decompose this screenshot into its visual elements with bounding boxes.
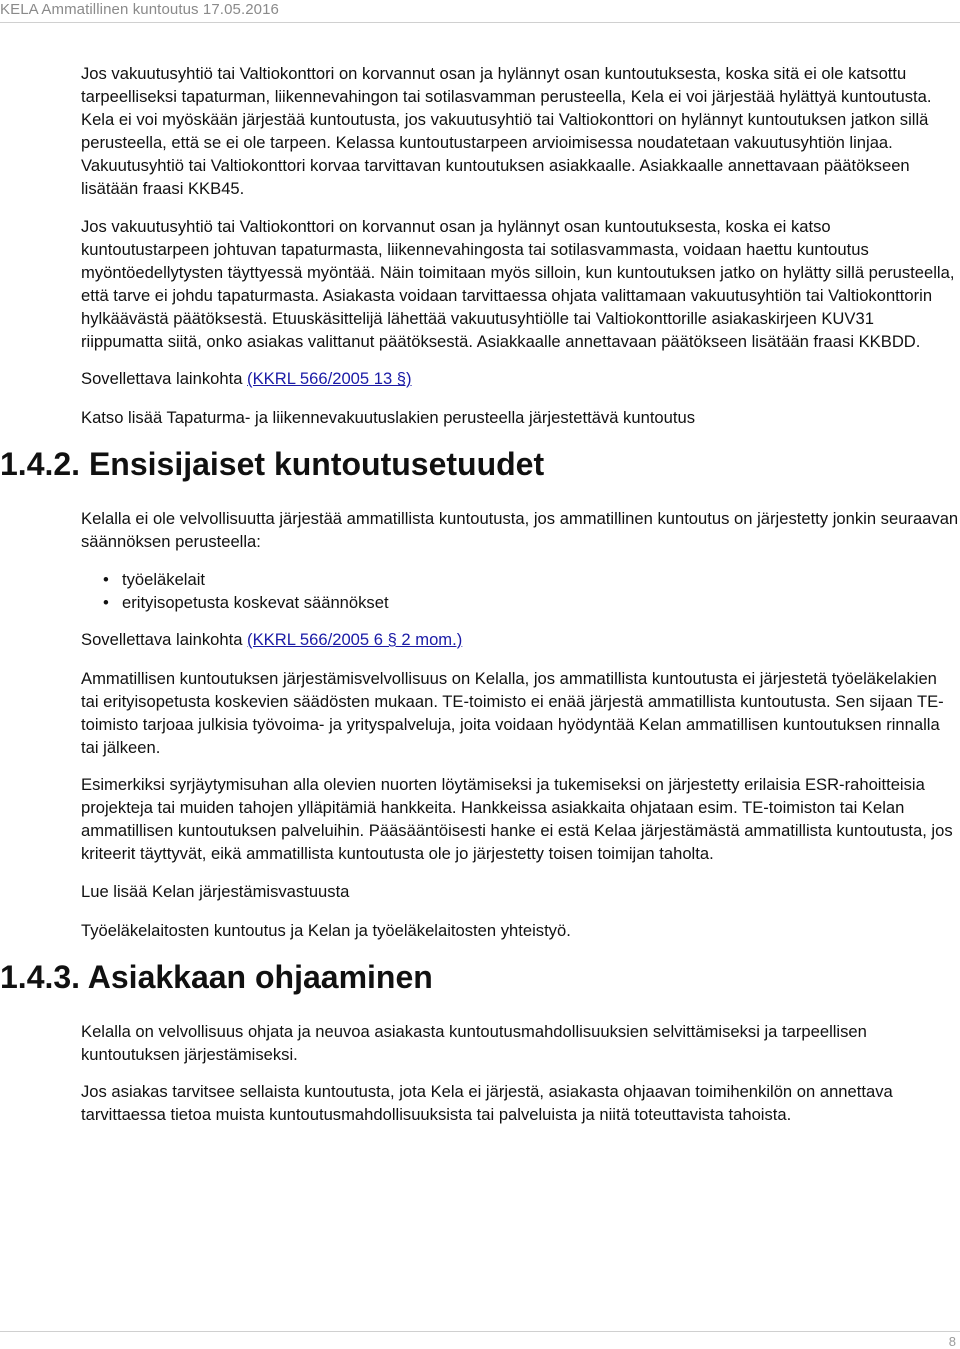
law-reference <box>81 628 959 651</box>
law-reference <box>81 367 959 390</box>
bullet-icon: • <box>103 592 109 612</box>
list-item-label: työeläkelait <box>122 569 206 589</box>
law-reference-prefix: Sovellettava lainkohta <box>81 629 248 649</box>
paragraph-partial-rejection-granted: Jos vakuutusyhtiö tai Valtiokonttori on korvannut osan ja hylännyt osan kuntoutuksesta, koska ei katso kuntoutustarpeen johtuvan tapaturmasta, liikennevahingosta tai sotilasvammasta, voidaan haettu kuntoutus myöntöedellytysten täyttyessä myöntää. Näin toimitaan myös silloin, kun kuntoutuksen jatko on hylätty sillä perusteella, että tarve ei johdu tapaturmasta. Asiakasta voidaan tarvittaessa ohjata valittamaan vakuutusyhtiön tai Valtiokonttorin hylkäävästä päätöksestä. Etuuskäsittelijä lähettää vakuutusyhtiölle tai Valtiokonttorille asiakaskirjeen KUV31 riippumatta siitä, onko asiakas valittanut päätöksestä. Asiakkaalle annettavaan päätökseen lisätään fraasi KKBDD. <box>81 216 955 352</box>
law-reference-prefix: Sovellettava lainkohta <box>81 369 248 389</box>
section-heading-1-4-2: 1.4.2. Ensisijaiset kuntoutusetuudet <box>0 446 545 483</box>
read-more-text: Lue lisää Kelan järjestämisvastuusta <box>81 881 350 901</box>
document-body <box>0 62 959 1140</box>
list-item <box>81 568 959 591</box>
footer-divider <box>0 1331 960 1332</box>
section-1-4-2-intro: Kelalla ei ole velvollisuutta järjestää ammatillista kuntoutusta, jos ammatillinen kuntoutus on järjestetty jonkin seuraavan säännöksen perusteella: <box>81 509 959 552</box>
paragraph-vocational-duty: Ammatillisen kuntoutuksen järjestämisvelvollisuus on Kelalla, jos ammatillista kuntoutusta ei järjestetä työeläkelakien tai erityisopetusta koskevien säädösten mukaan. TE-toimisto ei enää järjestä ammatillista kuntoutusta. Sen sijaan TE-toimisto tarjoaa julkisia työvoima- ja yrityspalveluja, joita voidaan hyödyntää Kelan ammatillisen kuntoutuksen rinnalla tai jälkeen. <box>81 668 944 758</box>
section-heading-1-4-3: 1.4.3. Asiakkaan ohjaaminen <box>0 958 433 995</box>
list-item-label: erityisopetusta koskevat säännökset <box>122 592 389 612</box>
paragraph-guidance-duty: Kelalla on velvollisuus ohjata ja neuvoa asiakasta kuntoutusmahdollisuuksien selvittämiseksi ja tarpeellisen kuntoutuksen järjestämiseksi. <box>81 1021 867 1064</box>
see-more-text: Katso lisää Tapaturma- ja liikennevakuutuslakien perusteella järjestettävä kuntoutus <box>81 408 696 428</box>
paragraph-esr-projects: Esimerkiksi syrjäytymisuhan alla olevien nuorten löytämiseksi ja tukemiseksi on järjestetty erilaisia ESR-rahoitteisia projekteja tai muiden tahojen ylläpitämiä hankkeita. Hankkeissa asiakkaita ohjataan esim. TE-toimiston tai Kelan ammatillisen kuntoutuksen palveluihin. Pääsääntöisesti hanke ei estä Kelaa järjestämästä ammatillista kuntoutusta, jos kriteerit täyttyvät, eikä ammatillista kuntoutusta ole jo järjestetty toisen toimijan taholta. <box>81 775 953 864</box>
law-reference-link[interactable]: (KKRL 566/2005 6 § 2 mom.) <box>247 629 463 649</box>
page-number: 8 <box>948 1334 956 1349</box>
bullet-list <box>81 568 959 614</box>
bullet-icon: • <box>103 569 109 589</box>
paragraph-other-services: Jos asiakas tarvitsee sellaista kuntoutusta, jota Kela ei järjestä, asiakasta ohjaavan toimihenkilön on annettava tarvittaessa tietoa muista kuntoutusmahdollisuuksista tai palveluista ja niitä toteuttavista tahoista. <box>81 1081 893 1124</box>
list-item <box>81 591 959 614</box>
law-reference-link[interactable]: (KKRL 566/2005 13 §) <box>247 369 412 389</box>
pension-rehab-text: Työeläkelaitosten kuntoutus ja Kelan ja työeläkelaitosten yhteistyö. <box>81 920 571 940</box>
paragraph-partial-rejection-kela: Jos vakuutusyhtiö tai Valtiokonttori on korvannut osan ja hylännyt osan kuntoutuksesta, koska sitä ei ole katsottu tarpeelliseksi tapaturman, liikennevahingon tai sotilasvamman perusteella, Kela ei voi järjestää hylättyä kuntoutusta. Kela ei voi myöskään järjestää kuntoutusta, jos vakuutusyhtiö tai Valtiokonttori on hylännyt kuntoutuksen jatkon sillä perusteella, että se ei ole tarpeen. Kelassa kuntoutustarpeen arvioimisessa noudatetaan vakuutusyhtiön linjaa. Vakuutusyhtiö tai Valtiokonttori korvaa tarvittavan kuntoutuksen asiakkaalle. Asiakkaalle annettavaan päätökseen lisätään fraasi KKB45. <box>81 64 932 199</box>
header-divider <box>0 22 960 23</box>
document-header: KELA Ammatillinen kuntoutus 17.05.2016 <box>0 1 279 18</box>
